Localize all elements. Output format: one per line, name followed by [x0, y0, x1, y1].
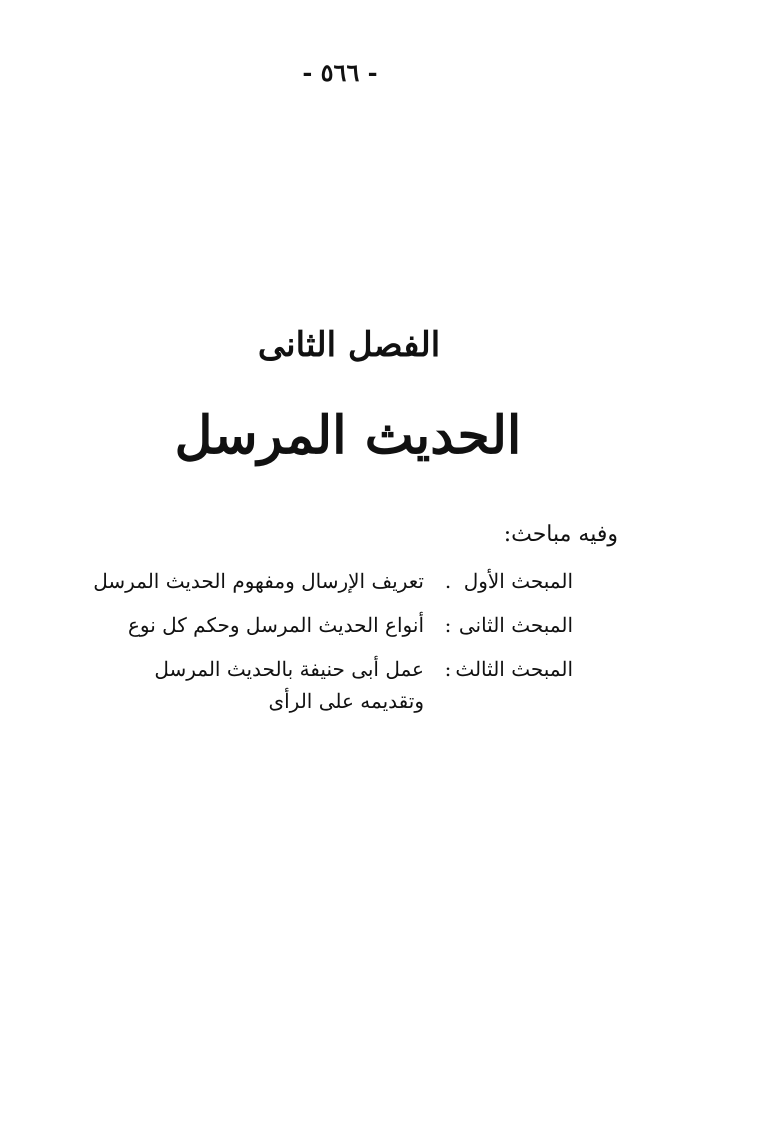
chapter-title: الحديث المرسل — [174, 405, 522, 466]
sections-list — [93, 565, 573, 729]
section-description: عمل أبى حنيفة بالحديث المرسل وتقديمه على الرأى — [154, 657, 424, 713]
sections-intro: وفيه مباحث: — [503, 522, 618, 547]
section-row-3 — [93, 653, 573, 717]
section-row-1 — [93, 565, 573, 597]
page-number: - ٥٦٦ - — [302, 58, 378, 87]
section-label: المبحث الأول — [463, 569, 573, 593]
section-separator: : — [444, 657, 452, 681]
section-row-2 — [93, 609, 573, 641]
section-description: تعريف الإرسال ومفهوم الحديث المرسل — [93, 569, 424, 593]
section-separator: . — [444, 569, 452, 593]
section-label: المبحث الثالث — [455, 657, 573, 681]
section-description: أنواع الحديث المرسل وحكم كل نوع — [127, 613, 424, 637]
section-separator: : — [444, 613, 452, 637]
chapter-label: الفصل الثانى — [257, 325, 441, 365]
section-label: المبحث الثانى — [458, 613, 573, 637]
